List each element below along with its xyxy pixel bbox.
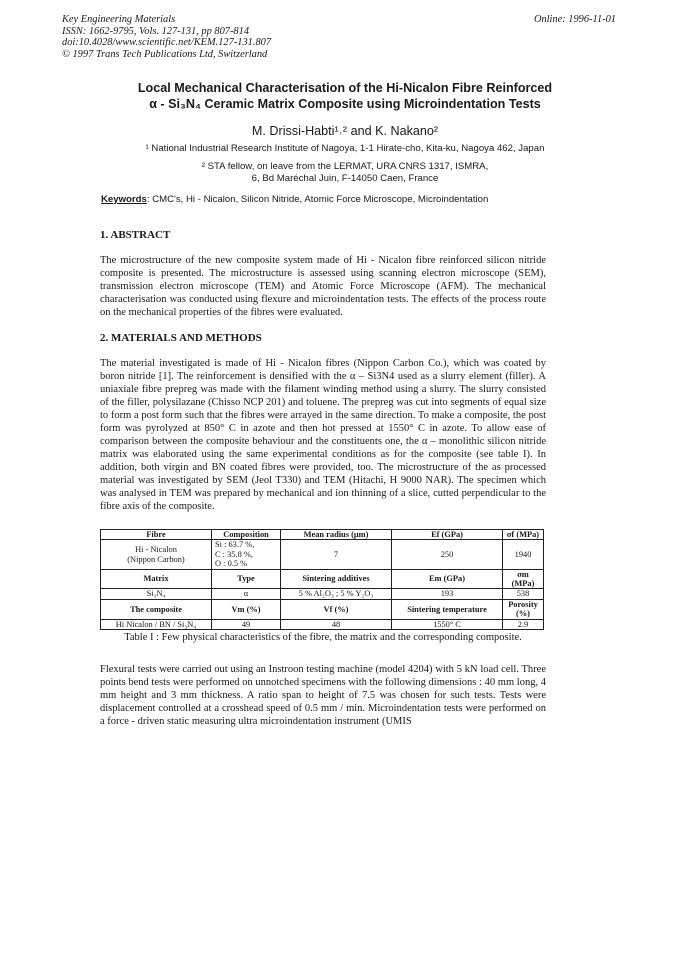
affiliation-2-line-2: 6, Bd Maréchal Juin, F-14050 Caen, France [251, 173, 439, 184]
authors: M. Drissi-Habti¹˒² and K. Nakano² [251, 124, 439, 138]
table-row [101, 540, 544, 569]
fibre-maker: (Nippon Carbon) [127, 554, 185, 564]
table-cell: 1550° C [392, 619, 503, 629]
keywords-label: Keywords [101, 194, 147, 205]
table-cell: 5 % Al₂O₃ ; 5 % Y₂O₃ [281, 589, 392, 599]
composition-o: O : 0.5 % [215, 559, 248, 569]
table-header: Matrix [101, 569, 212, 589]
table-header: Sintering temperature [392, 599, 503, 619]
journal-header [62, 14, 271, 60]
table-header: Fibre [101, 530, 212, 540]
affiliation-2-line-1: ² STA fellow, on leave from the LERMAT, URA CNRS 1317, ISMRA, [201, 161, 489, 172]
table-header: σf (MPa) [503, 530, 544, 540]
table-header: Type [212, 569, 281, 589]
table-header: Em (GPa) [392, 569, 503, 589]
table-cell: 538 [503, 589, 544, 599]
table-cell: 48 [281, 619, 392, 629]
composition-si: Si : 63.7 %, [215, 540, 255, 550]
flexural-tests-paragraph: Flexural tests were carried out using an Instroon testing machine (model 4204) with 5 kN load cell. Three points bend tests were performed on unnotched specimens with the following dimensions : 40 mm long, 4 mm height and 3 mm thickness. A ratio span to height of 7.5 was chosen for such tests. Tests were displacement controlled at a crosshead speed of 0.5 mm / min. Microindentation tests were performed on a force - driven static measuring ultra microindentation instrument (UMIS [100, 664, 546, 727]
table-cell: Hi Nicalon / BN / Si₃N₄ [101, 619, 212, 629]
online-date: Online: 1996-11-01 [533, 14, 616, 25]
table-cell [212, 540, 281, 569]
affiliation-2 [80, 161, 610, 185]
title-line-2: α - Si₃N₄ Ceramic Matrix Composite using Microindentation Tests [149, 97, 541, 111]
table-header: Vf (%) [281, 599, 392, 619]
table-header: Composition [212, 530, 281, 540]
table-cell: α [212, 589, 281, 599]
table-caption: Table I : Few physical characteristics of the fibre, the matrix and the corresponding composite. [124, 632, 522, 643]
table-row [101, 530, 544, 540]
copyright-line: © 1997 Trans Tech Publications Ltd, Switzerland [62, 48, 268, 60]
table-header: Porosity (%) [503, 599, 544, 619]
table-header: Vm (%) [212, 599, 281, 619]
fibre-name: Hi - Nicalon [135, 545, 177, 555]
paper-title [80, 80, 610, 112]
methods-paragraph: The material investigated is made of Hi - Nicalon fibres (Nippon Carbon Co.), which was coated by boron nitride [1]. The reinforcement is densified with the α – Si3N4 used as a slurry element (filler). A uniaxiale fibre prepreg was made with the filament winding method using a slurry. The slurry consisted of the filler, polysilazane (Chisso NCP 201) and toluene. The prepreg was cut into segments of equal size to form a post form such that the fibres were arrayed in the same direction. To make a composite, the post form was pyrolyzed at 850° C in azote and then hot pressed at 1550° C in azote. To allow ease of comparison between the composite behaviour and the constituents one, the α – monolithic silicon nitride matrix was elaborated using the same experimental conditions as for the composite (see table I). In addition, both virgin and BN coated fibres were provided, too. The microstructure of the as processed material was investigated by SEM (Jeol T330) and TEM (Hitachi, H 9000 NAR). The specimen which was analysed in TEM was prepared by mechanical and ion thinning of a slice, cutted perpendicular to the fibre axis of the composite. [100, 358, 546, 512]
table-row [101, 599, 544, 619]
table-header: σm (MPa) [503, 569, 544, 589]
keywords [101, 194, 571, 205]
title-line-1: Local Mechanical Characterisation of the Hi-Nicalon Fibre Reinforced [137, 81, 553, 95]
table-cell: 49 [212, 619, 281, 629]
table-header: Mean radius (μm) [281, 530, 392, 540]
section-methods-heading: 2. MATERIALS AND METHODS [100, 332, 262, 344]
table-cell: 250 [392, 540, 503, 569]
doi-line: doi:10.4028/www.scientific.net/KEM.127-131.807 [62, 37, 272, 49]
table-header: The composite [101, 599, 212, 619]
composition-c: C : 35.8 %, [215, 549, 253, 559]
affiliation-1: ¹ National Industrial Research Institute of Nagoya, 1-1 Hirate-cho, Kita-ku, Nagoya 462, Japan [145, 143, 545, 154]
table-header: Ef (GPa) [392, 530, 503, 540]
table-cell [101, 540, 212, 569]
table-row [101, 619, 544, 629]
section-abstract-heading: 1. ABSTRACT [100, 229, 171, 241]
table-cell: 1940 [503, 540, 544, 569]
abstract-paragraph: The microstructure of the new composite system made of Hi - Nicalon fibre reinforced silicon nitride composite is presented. The microstructure is assessed using scanning electron microscope (SEM), transmission electron microscope (TEM) and Atomic Force Microscope (AFM). The mechanical characterisation was conducted using flexure and microindentation tests. The effects of the process route on the mechanical properties of the fibres were evaluated. [100, 255, 546, 318]
table-cell: 7 [281, 540, 392, 569]
keywords-text: : CMC's, Hi - Nicalon, Silicon Nitride, Atomic Force Microscope, Microindentation [146, 194, 489, 205]
table-row [101, 569, 544, 589]
table-row [101, 589, 544, 599]
properties-table [100, 529, 544, 630]
journal-name: Key Engineering Materials [62, 14, 176, 25]
table-cell: Si₃N₄ [101, 589, 212, 599]
table-cell: 2.9 [503, 619, 544, 629]
table-cell: 193 [392, 589, 503, 599]
table-header: Sintering additives [281, 569, 392, 589]
issn-line: ISSN: 1662-9795, Vols. 127-131, pp 807-814 [62, 25, 250, 37]
